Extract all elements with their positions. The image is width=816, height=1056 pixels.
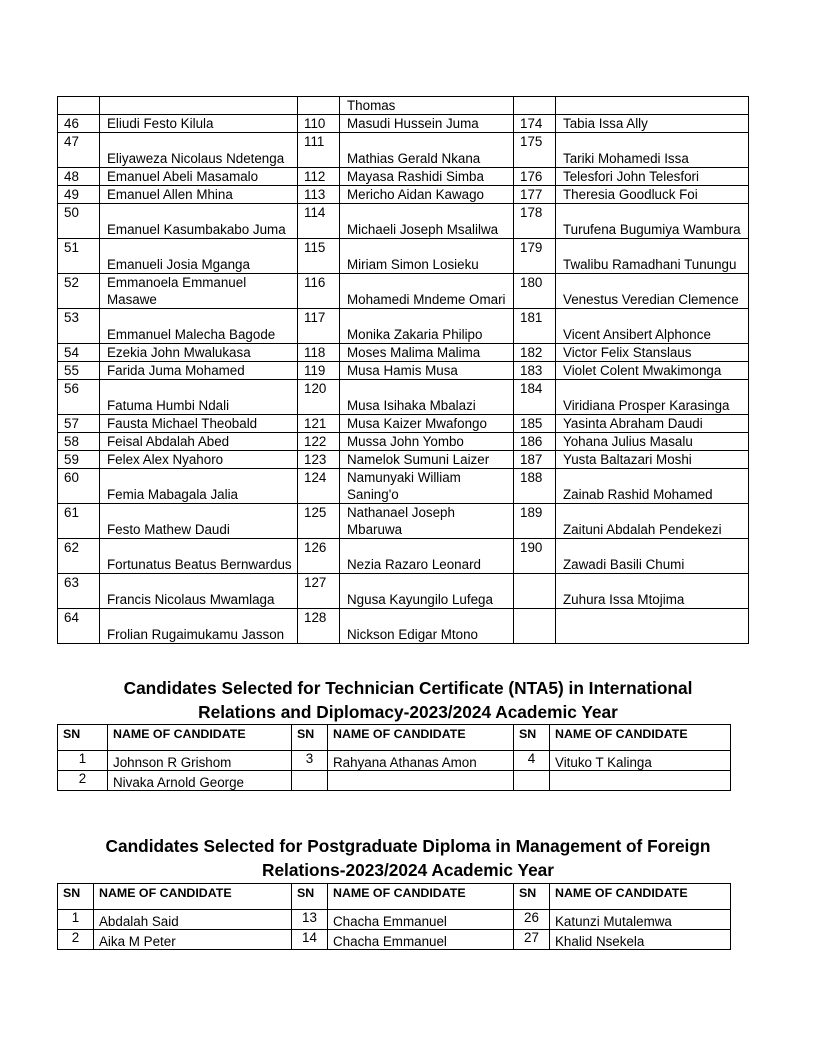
serial-number-cell: 58 [58,433,100,451]
sn-header: SN [514,884,550,910]
serial-number-cell: 112 [298,168,340,186]
serial-number-cell: 56 [58,380,100,415]
candidate-name-cell: Emanuel Allen Mhina [100,186,298,204]
table-row [58,133,749,168]
candidate-name-cell: Yasinta Abraham Daudi [556,415,749,433]
candidate-name-cell: Rahyana Athanas Amon [328,751,514,771]
serial-number-cell: 177 [514,186,556,204]
serial-number-cell: 46 [58,115,100,133]
serial-number-cell: 26 [514,910,550,930]
table-row [58,239,749,274]
serial-number-cell: 127 [298,574,340,609]
candidate-name-cell: Emmanoela Emmanuel Masawe [100,274,298,309]
serial-number-cell: 186 [514,433,556,451]
candidate-name-cell: Eliudi Festo Kilula [100,115,298,133]
serial-number-cell: 51 [58,239,100,274]
serial-number-cell [514,574,556,609]
candidate-name-cell: Mussa John Yombo [340,433,514,451]
serial-number-cell: 64 [58,609,100,644]
candidate-name-cell: Mathias Gerald Nkana [340,133,514,168]
serial-number-cell: 48 [58,168,100,186]
serial-number-cell: 122 [298,433,340,451]
serial-number-cell [292,771,328,791]
table-row [58,97,749,115]
pgd-table-body [58,910,731,950]
serial-number-cell: 27 [514,930,550,950]
serial-number-cell: 116 [298,274,340,309]
serial-number-cell: 187 [514,451,556,469]
candidate-name-cell: Masudi Hussein Juma [340,115,514,133]
candidate-name-cell: Tariki Mohamedi Issa [556,133,749,168]
table-row [58,539,749,574]
serial-number-cell: 47 [58,133,100,168]
main-candidates-table [57,96,749,644]
table-row [58,910,731,930]
candidate-name-cell: Theresia Goodluck Foi [556,186,749,204]
candidate-name-cell: Nickson Edigar Mtono [340,609,514,644]
serial-number-cell: 121 [298,415,340,433]
serial-number-cell: 188 [514,469,556,504]
nta5-section-title [0,676,816,724]
table-row [58,751,731,771]
table-row [58,415,749,433]
serial-number-cell: 123 [298,451,340,469]
nta5-candidates-table [57,724,731,791]
serial-number-cell: 4 [514,751,550,771]
table-row [58,380,749,415]
sn-header: SN [514,725,550,751]
serial-number-cell: 184 [514,380,556,415]
serial-number-cell: 182 [514,344,556,362]
candidate-name-cell: Viridiana Prosper Karasinga [556,380,749,415]
sn-header: SN [58,725,108,751]
candidate-name-cell: Nathanael Joseph Mbaruwa [340,504,514,539]
serial-number-cell: 117 [298,309,340,344]
serial-number-cell: 61 [58,504,100,539]
candidate-name-cell: Eliyaweza Nicolaus Ndetenga [100,133,298,168]
candidate-name-cell: Nezia Razaro Leonard [340,539,514,574]
candidate-name-cell: Yohana Julius Masalu [556,433,749,451]
candidate-name-cell: Chacha Emmanuel [328,910,514,930]
candidate-name-cell: Mayasa Rashidi Simba [340,168,514,186]
serial-number-cell: 13 [292,910,328,930]
serial-number-cell: 52 [58,274,100,309]
candidate-name-cell: Violet Colent Mwakimonga [556,362,749,380]
candidate-name-cell [100,97,298,115]
name-header: NAME OF CANDIDATE [108,725,292,751]
serial-number-cell: 183 [514,362,556,380]
main-table-body [58,97,749,644]
serial-number-cell: 126 [298,539,340,574]
sn-header: SN [58,884,94,910]
candidate-name-cell: Emmanuel Malecha Bagode [100,309,298,344]
serial-number-cell: 3 [292,751,328,771]
nta5-table-body [58,751,731,791]
candidate-name-cell: Namunyaki William Saning'o [340,469,514,504]
candidate-name-cell: Zawadi Basili Chumi [556,539,749,574]
table-row [58,204,749,239]
candidate-name-cell: Namelok Sumuni Laizer [340,451,514,469]
serial-number-cell [58,97,100,115]
candidate-name-cell: Vicent Ansibert Alphonce [556,309,749,344]
serial-number-cell [514,771,550,791]
table-row [58,168,749,186]
serial-number-cell: 114 [298,204,340,239]
serial-number-cell: 180 [514,274,556,309]
candidate-name-cell: Moses Malima Malima [340,344,514,362]
candidate-name-cell: Zainab Rashid Mohamed [556,469,749,504]
name-header: NAME OF CANDIDATE [550,884,731,910]
table-row [58,344,749,362]
candidate-name-cell: Victor Felix Stanslaus [556,344,749,362]
candidate-name-cell: Khalid Nsekela [550,930,731,950]
candidate-name-cell: Ezekia John Mwalukasa [100,344,298,362]
candidate-name-cell: Telesfori John Telesfori [556,168,749,186]
pgd-header-row [58,884,731,910]
table-row [58,362,749,380]
serial-number-cell: 178 [514,204,556,239]
candidate-name-cell: Katunzi Mutalemwa [550,910,731,930]
serial-number-cell: 14 [292,930,328,950]
candidate-name-cell: Francis Nicolaus Mwamlaga [100,574,298,609]
table-row [58,930,731,950]
serial-number-cell: 2 [58,930,94,950]
candidate-name-cell: Femia Mabagala Jalia [100,469,298,504]
serial-number-cell: 176 [514,168,556,186]
serial-number-cell: 1 [58,751,108,771]
candidate-name-cell: Venestus Veredian Clemence [556,274,749,309]
candidate-name-cell: Zaituni Abdalah Pendekezi [556,504,749,539]
candidate-name-cell: Twalibu Ramadhani Tunungu [556,239,749,274]
candidate-name-cell: Fortunatus Beatus Bernwardus [100,539,298,574]
serial-number-cell: 111 [298,133,340,168]
candidate-name-cell [550,771,731,791]
candidate-name-cell [328,771,514,791]
candidate-name-cell: Frolian Rugaimukamu Jasson [100,609,298,644]
serial-number-cell: 118 [298,344,340,362]
candidate-name-cell: Ngusa Kayungilo Lufega [340,574,514,609]
sn-header: SN [292,725,328,751]
sn-header: SN [292,884,328,910]
serial-number-cell: 128 [298,609,340,644]
table-row [58,609,749,644]
serial-number-cell: 63 [58,574,100,609]
serial-number-cell: 62 [58,539,100,574]
candidate-name-cell: Felex Alex Nyahoro [100,451,298,469]
serial-number-cell: 59 [58,451,100,469]
pgd-candidates-table [57,883,731,950]
candidate-name-cell: Fausta Michael Theobald [100,415,298,433]
name-header: NAME OF CANDIDATE [328,725,514,751]
table-row [58,186,749,204]
serial-number-cell: 125 [298,504,340,539]
name-header: NAME OF CANDIDATE [550,725,731,751]
candidate-name-cell: Michaeli Joseph Msalilwa [340,204,514,239]
serial-number-cell: 179 [514,239,556,274]
candidate-name-cell: Yusta Baltazari Moshi [556,451,749,469]
table-row [58,469,749,504]
serial-number-cell [298,97,340,115]
name-header: NAME OF CANDIDATE [328,884,514,910]
pgd-title-line-2: Relations-2023/2024 Academic Year [261,860,555,880]
serial-number-cell: 124 [298,469,340,504]
candidate-name-cell: Tabia Issa Ally [556,115,749,133]
serial-number-cell: 113 [298,186,340,204]
candidate-name-cell [556,97,749,115]
candidate-name-cell: Farida Juma Mohamed [100,362,298,380]
pgd-section-title [0,834,816,882]
table-row [58,274,749,309]
serial-number-cell: 110 [298,115,340,133]
serial-number-cell: 115 [298,239,340,274]
serial-number-cell: 60 [58,469,100,504]
pgd-title-line-1: Candidates Selected for Postgraduate Diploma in Management of Foreign [105,836,711,856]
candidate-name-cell: Thomas [340,97,514,115]
table-row [58,574,749,609]
candidate-name-cell: Johnson R Grishom [108,751,292,771]
serial-number-cell: 55 [58,362,100,380]
serial-number-cell: 119 [298,362,340,380]
serial-number-cell: 2 [58,771,108,791]
serial-number-cell: 50 [58,204,100,239]
nta5-header-row [58,725,731,751]
serial-number-cell: 190 [514,539,556,574]
serial-number-cell: 181 [514,309,556,344]
candidate-name-cell: Vituko T Kalinga [550,751,731,771]
candidate-name-cell: Monika Zakaria Philipo [340,309,514,344]
candidate-name-cell: Turufena Bugumiya Wambura [556,204,749,239]
candidate-name-cell: Miriam Simon Losieku [340,239,514,274]
serial-number-cell: 49 [58,186,100,204]
candidate-name-cell: Aika M Peter [94,930,292,950]
serial-number-cell: 53 [58,309,100,344]
table-row [58,433,749,451]
candidate-name-cell: Nivaka Arnold George [108,771,292,791]
serial-number-cell: 1 [58,910,94,930]
candidate-name-cell: Fatuma Humbi Ndali [100,380,298,415]
table-row [58,504,749,539]
table-row [58,309,749,344]
candidate-name-cell: Chacha Emmanuel [328,930,514,950]
serial-number-cell: 120 [298,380,340,415]
serial-number-cell [514,609,556,644]
serial-number-cell: 54 [58,344,100,362]
table-row [58,451,749,469]
candidate-name-cell: Festo Mathew Daudi [100,504,298,539]
table-row [58,771,731,791]
candidate-name-cell: Emanueli Josia Mganga [100,239,298,274]
candidate-name-cell: Zuhura Issa Mtojima [556,574,749,609]
serial-number-cell [514,97,556,115]
nta5-title-line-2: Relations and Diplomacy-2023/2024 Academic Year [198,702,618,722]
candidate-name-cell: Musa Isihaka Mbalazi [340,380,514,415]
candidate-name-cell: Abdalah Said [94,910,292,930]
candidate-name-cell: Mohamedi Mndeme Omari [340,274,514,309]
serial-number-cell: 185 [514,415,556,433]
serial-number-cell: 174 [514,115,556,133]
candidate-name-cell: Feisal Abdalah Abed [100,433,298,451]
candidate-name-cell: Musa Kaizer Mwafongo [340,415,514,433]
serial-number-cell: 175 [514,133,556,168]
candidate-name-cell: Musa Hamis Musa [340,362,514,380]
candidate-name-cell [556,609,749,644]
candidate-name-cell: Emanuel Abeli Masamalo [100,168,298,186]
name-header: NAME OF CANDIDATE [94,884,292,910]
candidate-name-cell: Emanuel Kasumbakabo Juma [100,204,298,239]
serial-number-cell: 57 [58,415,100,433]
table-row [58,115,749,133]
candidate-name-cell: Mericho Aidan Kawago [340,186,514,204]
nta5-title-line-1: Candidates Selected for Technician Certificate (NTA5) in International [123,678,693,698]
serial-number-cell: 189 [514,504,556,539]
